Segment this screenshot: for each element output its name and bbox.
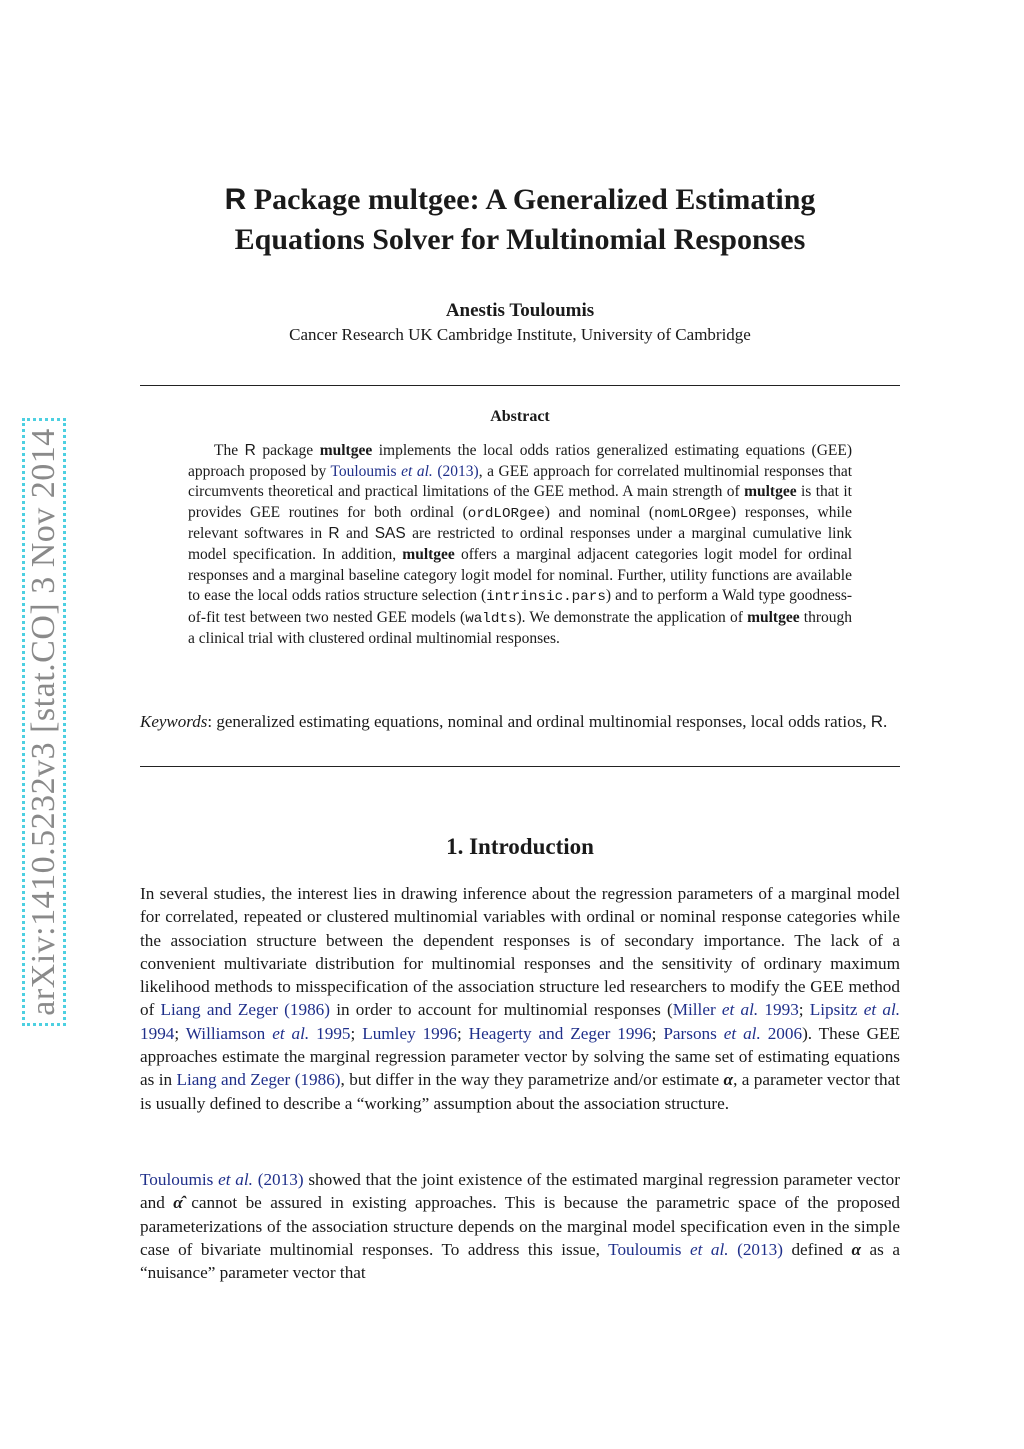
function-ordlorgee: ordLORgee: [467, 505, 545, 522]
citation-touloumis-link[interactable]: Touloumis et al. (2013): [140, 1170, 304, 1189]
citation-heagerty-zeger-link[interactable]: Heagerty and Zeger 1996: [468, 1023, 652, 1043]
keywords-label: Keywords: [140, 712, 208, 731]
title-line-2: Equations Solver for Multinomial Responses: [234, 223, 806, 256]
r-name: R: [870, 712, 883, 731]
citation-liang-zeger-link[interactable]: Liang and Zeger (1986): [160, 1000, 330, 1020]
abstract-text: implements the local odds ratios generalized estimating equations (GEE) approach proposed by: [188, 442, 852, 480]
citation-williamson-link[interactable]: Williamson et al. 1995: [185, 1023, 351, 1043]
abstract-text: ) and to perform a Wald type goodness-of-fit test between two nested GEE models (: [188, 587, 853, 626]
paper-title: [140, 180, 900, 260]
arxiv-sidebar-stamp: [22, 418, 66, 1026]
arxiv-identifier: arXiv:1410.5232v3 [stat.CO] 3 Nov 2014: [25, 428, 63, 1016]
sas-name: SAS: [374, 525, 406, 543]
section-heading-introduction: 1. Introduction: [446, 834, 594, 859]
abstract-text: is that it provides GEE routines for both ordinal (: [188, 483, 852, 521]
abstract-text: and: [339, 525, 375, 543]
intro-paragraph-1: In several studies, the interest lies in drawing inference about the regression parameters of a marginal model for correlated, repeated or clustered multinomial variables with ordinal or nominal response categories while the association structure between the dependent responses is of secondary importance. The lack of a convenient multivariate distribution for multinomial responses and the sensitivity of ordinary maximum likelihood methods to misspecification of the association structure led researchers to modify the GEE method of Liang and Zeger (1986) in order to account for multinomial responses (Miller et al. 1993; Lipsitz et al. 1994; Williamson et al. 1995; Lumley 1996; Heagerty and Zeger 1996; Parsons et al. 2006). These GEE approaches estimate the marginal regression parameter vector by solving the same set of estimating equations as in Liang and Zeger (1986), but differ in the way they parametrize and/or estimate α, a parameter vector that is usually defined to describe a “working” assumption about the association structure.: [140, 884, 901, 1113]
keywords: Keywords: generalized estimating equations, nominal and ordinal multinomial responses, local odds ratios, R.: [140, 712, 888, 731]
citation-lipsitz-link[interactable]: Lipsitz et al. 1994: [140, 1000, 901, 1043]
package-name: multgee: [747, 608, 800, 626]
citation-touloumis-link[interactable]: Touloumis et al. (2013): [330, 462, 479, 480]
function-nomlorgee: nomLORgee: [654, 505, 732, 522]
citation-parsons-link[interactable]: Parsons et al. 2006: [663, 1023, 803, 1043]
top-rule: [140, 385, 900, 386]
abstract-text: , a GEE approach for correlated multinomial responses that circumvents theoretical and practical limitations of the GEE method. A main strength of: [188, 462, 853, 501]
intro-paragraph-2: Touloumis et al. (2013) showed that the joint existence of the estimated marginal regression parameter vector and α̂ cannot be assured in existing approaches. This is because the parametric space of the proposed parameterizations of the association structure depends on the marginal model specification even in the simple case of bivariate multinomial responses. To address this issue, Touloumis et al. (2013) defined α as a “nuisance” parameter vector that: [140, 1170, 900, 1283]
author-affiliation: Cancer Research UK Cambridge Institute, University of Cambridge: [289, 325, 751, 344]
abstract-text: ) and nominal (: [544, 503, 655, 521]
abstract-text: package: [255, 442, 320, 459]
r-name: R: [328, 525, 340, 543]
package-name: multgee: [402, 545, 455, 563]
abstract-text: The: [214, 442, 245, 459]
bottom-rule: [140, 766, 900, 767]
title-line-1: Package multgee: A Generalized Estimating: [246, 183, 816, 216]
abstract-text: ) responses, while relevant softwares in: [188, 503, 852, 543]
abstract-body: [188, 441, 852, 650]
citation-liang-zeger-link[interactable]: Liang and Zeger (1986): [176, 1070, 341, 1090]
citation-touloumis-link[interactable]: Touloumis et al. (2013): [608, 1239, 783, 1259]
r-name: R: [244, 442, 256, 459]
abstract-text: offers a marginal adjacent categories logit model for ordinal responses and a marginal baseline category logit model for nominal. Further, utility functions are available to ease the local odds ratios structure selection (: [188, 545, 852, 605]
citation-lumley-link[interactable]: Lumley 1996: [362, 1023, 457, 1043]
title-r-language: R: [224, 183, 247, 216]
package-name: multgee: [319, 442, 373, 459]
abstract-text: through a clinical trial with clustered ordinal multinomial responses.: [188, 608, 852, 648]
abstract-text: ). We demonstrate the application of: [516, 608, 748, 626]
package-name: multgee: [744, 483, 797, 501]
alpha-symbol: α: [851, 1239, 862, 1259]
keywords-text: : generalized estimating equations, nominal and ordinal multinomial responses, local odds ratios,: [207, 712, 871, 731]
alpha-symbol: α: [723, 1070, 734, 1090]
alpha-hat-symbol: α̂: [173, 1193, 183, 1213]
function-waldts: waldts: [465, 610, 517, 627]
function-intrinsic-pars: intrinsic.pars: [486, 589, 606, 606]
abstract-text: are restricted to ordinal responses under a marginal cumulative link model specification. In addition,: [188, 525, 852, 563]
citation-miller-link[interactable]: Miller et al. 1993: [672, 1000, 799, 1020]
author-name: Anestis Touloumis: [445, 300, 595, 321]
abstract-heading: Abstract: [490, 408, 550, 425]
